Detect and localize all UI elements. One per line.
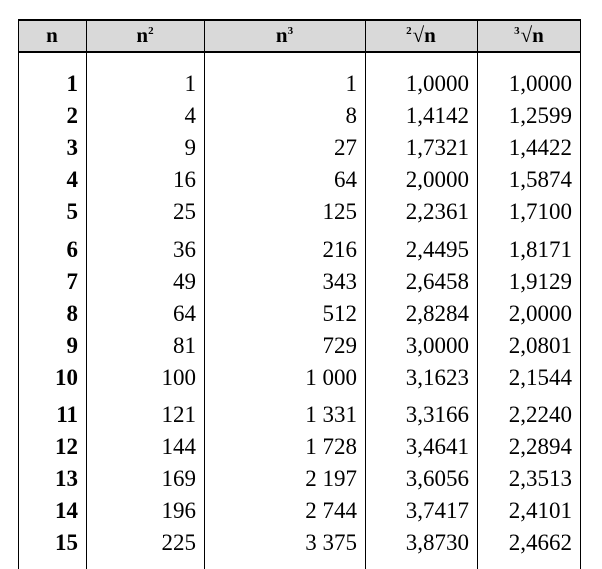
- cell-n-cubed: 1: [345, 71, 357, 96]
- header-n-squared-exponent: 2: [148, 25, 154, 37]
- cell-n-cubed: 729: [322, 332, 357, 358]
- cell-square-root: 1,4142: [405, 103, 469, 129]
- cell-n-squared: 36: [173, 236, 196, 262]
- cell-n: 3: [66, 135, 78, 161]
- cell-cube-root: 2,4662: [508, 530, 572, 556]
- cell-n: 13: [55, 466, 78, 492]
- cell-n-squared: 25: [173, 199, 196, 225]
- cell-n: 1: [66, 71, 78, 96]
- cell-cube-root: 2,0000: [508, 300, 572, 326]
- cell-n-cubed: 2 197: [305, 466, 357, 492]
- cell-n-squared: 16: [173, 167, 196, 193]
- cell-square-root: 3,6056: [405, 466, 469, 492]
- cell-n-squared: 225: [161, 530, 196, 556]
- cell-n: 14: [55, 498, 78, 524]
- cell-n: 12: [55, 434, 78, 460]
- cell-square-root: 3,3166: [405, 402, 469, 427]
- header-n-cubed-exponent: 3: [287, 25, 294, 37]
- cell-n: 8: [66, 300, 78, 326]
- cell-cube-root: 2,1544: [508, 364, 572, 390]
- cell-n: 10: [55, 364, 78, 390]
- cell-cube-root: 2,4101: [508, 498, 572, 524]
- cell-n: 6: [66, 236, 78, 262]
- header-square-root-base: n: [424, 23, 436, 47]
- cell-cube-root: 1,4422: [508, 135, 572, 161]
- cell-cube-root: 2,2240: [508, 402, 572, 427]
- cell-square-root: 1,0000: [405, 71, 469, 96]
- cell-square-root: 3,8730: [405, 530, 469, 556]
- cell-n-cubed: 216: [322, 236, 357, 262]
- cell-n: 2: [66, 103, 78, 129]
- cell-n-cubed: 125: [322, 199, 357, 225]
- cell-square-root: 3,7417: [405, 498, 469, 524]
- cell-n-squared: 9: [184, 135, 196, 161]
- header-square-root-index: 2: [406, 25, 412, 37]
- cell-square-root: 2,6458: [405, 268, 469, 294]
- cell-n-squared: 49: [173, 268, 196, 294]
- cell-n-cubed: 27: [334, 135, 357, 161]
- cell-n-cubed: 1 000: [305, 364, 357, 390]
- cell-n-cubed: 343: [322, 268, 357, 294]
- cell-n-cubed: 2 744: [305, 498, 357, 524]
- cell-n-cubed: 3 375: [305, 530, 357, 556]
- cell-square-root: 1,7321: [405, 135, 469, 161]
- cell-square-root: 2,4495: [405, 236, 469, 262]
- cell-n-squared: 100: [161, 364, 196, 390]
- cell-n: 11: [56, 402, 78, 427]
- cell-n: 4: [66, 167, 78, 193]
- cell-n-squared: 81: [173, 332, 196, 358]
- column-divider: [580, 19, 581, 569]
- cell-cube-root: 1,0000: [508, 71, 572, 96]
- powers-roots-table: [18, 19, 581, 569]
- header-cube-root: [477, 19, 581, 53]
- cell-cube-root: 2,0801: [508, 332, 572, 358]
- cell-cube-root: 2,2894: [508, 434, 572, 460]
- cell-n-squared: 121: [161, 402, 196, 427]
- cell-square-root: 2,8284: [405, 300, 469, 326]
- cell-n-squared: 144: [161, 434, 196, 460]
- cell-cube-root: 1,9129: [508, 268, 572, 294]
- cell-n-cubed: 1 728: [305, 434, 357, 460]
- header-square-root: [365, 19, 477, 53]
- header-n-cubed-base: n: [275, 23, 288, 47]
- cell-n-cubed: 1 331: [305, 402, 357, 427]
- cell-square-root: 3,0000: [405, 332, 469, 358]
- cell-n: 15: [55, 530, 78, 556]
- cell-n-cubed: 512: [322, 300, 357, 326]
- cell-cube-root: 1,7100: [508, 199, 572, 225]
- header-n-squared-base: n: [136, 23, 149, 47]
- cell-n-squared: 64: [173, 300, 196, 326]
- cell-cube-root: 1,8171: [508, 236, 572, 262]
- cell-n-cubed: 8: [345, 103, 357, 129]
- cell-n: 7: [66, 268, 78, 294]
- cell-n: 9: [66, 332, 78, 358]
- cell-n-cubed: 64: [334, 167, 357, 193]
- cell-cube-root: 2,3513: [508, 466, 572, 492]
- cell-n-squared: 1: [184, 71, 196, 96]
- header-n-label: n: [46, 23, 58, 47]
- cell-n-squared: 169: [161, 466, 196, 492]
- cell-square-root: 2,2361: [405, 199, 469, 225]
- cell-square-root: 2,0000: [405, 167, 469, 193]
- cell-square-root: 3,1623: [405, 364, 469, 390]
- cell-n: 5: [66, 199, 78, 225]
- header-n-cubed: [204, 19, 365, 53]
- cell-square-root: 3,4641: [405, 434, 469, 460]
- header-n: [18, 19, 86, 53]
- cell-cube-root: 1,5874: [508, 167, 572, 193]
- header-cube-root-base: n: [532, 23, 544, 47]
- cell-cube-root: 1,2599: [508, 103, 572, 129]
- cell-n-squared: 196: [161, 498, 196, 524]
- square-root-icon: √: [412, 23, 425, 47]
- header-n-squared: [86, 19, 204, 53]
- header-cube-root-index: 3: [514, 25, 520, 37]
- cell-n-squared: 4: [184, 103, 196, 129]
- cube-root-icon: √: [520, 23, 533, 47]
